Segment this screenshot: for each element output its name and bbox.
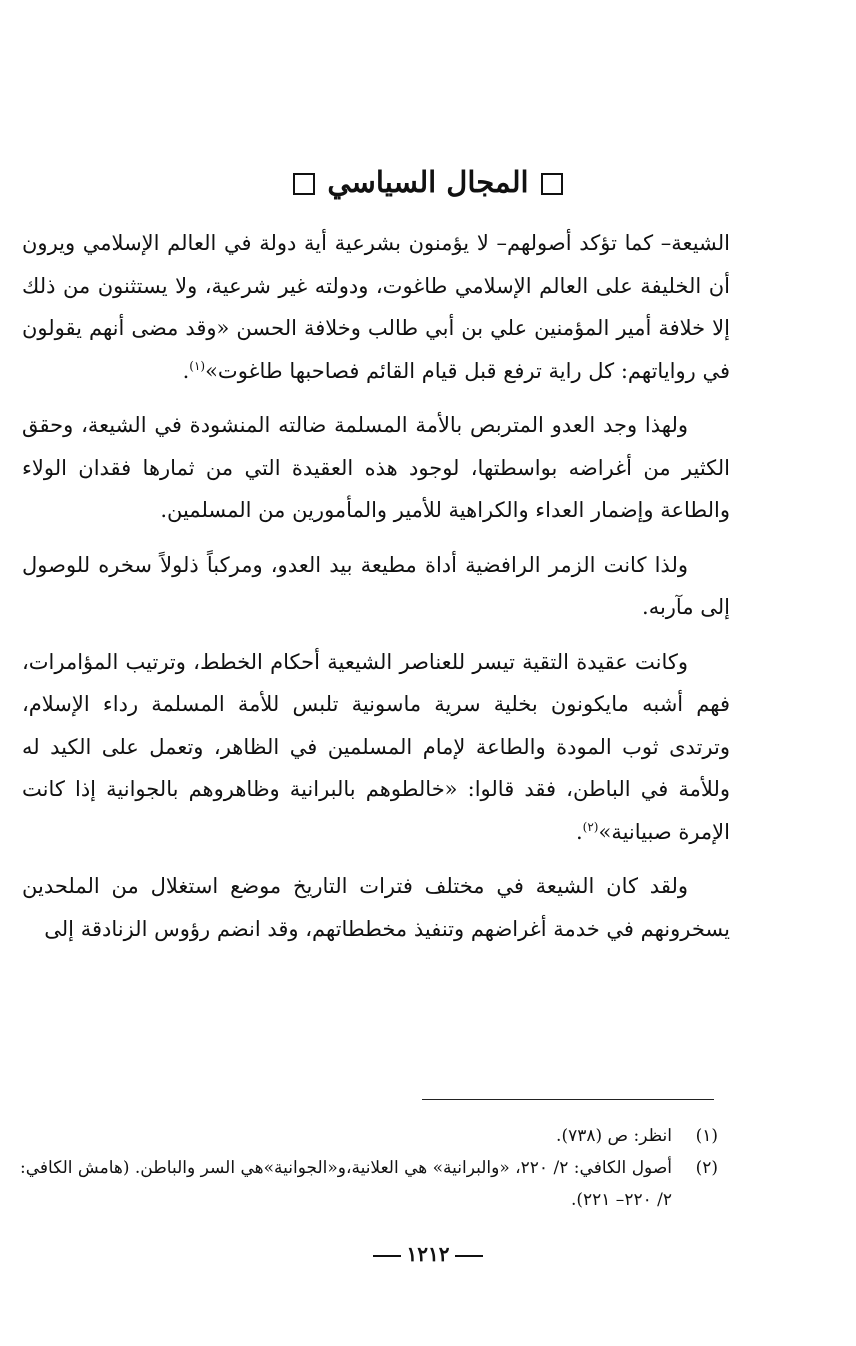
footnotes xyxy=(20,1120,718,1216)
section-heading xyxy=(0,160,856,204)
main-text xyxy=(22,222,730,962)
footnote-ref: (١) xyxy=(189,358,206,373)
footnote-text: أصول الكافي: ٢/ ٢٢٠، «والبرانية» هي العلانية،و«الجوانية»هي السر والباطن. (هامش الكافي: ٢/ ٢٢٠– ٢٢١). xyxy=(20,1158,672,1210)
paragraph: وكانت عقيدة التقية تيسر للعناصر الشيعية أحكام الخطط، وترتيب المؤامرات، فهم أشبه مايكونون بخلية سرية ماسونية تلبس للأمة المسلمة رداء الإسلام، وترتدى ثوب المودة والطاعة لإمام المسلمين في الظاهر، وتعمل على الكيد له وللأمة في الباطن، فقد قالوا: «خالطوهم بالبرانية وظاهروهم بالجوانية إذا كانت الإمرة صبيانية»$^{(٢)}$. xyxy=(22,649,730,844)
page-number xyxy=(0,1236,856,1272)
heading-box-ornament-right xyxy=(541,173,563,195)
section-title: المجال السياسي xyxy=(327,165,529,199)
footnote-number: (٢) xyxy=(695,1158,718,1178)
footnote-text: انظر: ص (٧٣٨). xyxy=(556,1126,672,1146)
dash-ornament xyxy=(455,1255,483,1257)
paragraph: ولقد كان الشيعة في مختلف فترات التاريخ موضع استغلال من الملحدين يسخرونهم في خدمة أغراضهم وتنفيذ مخططاتهم، وقد انضم رؤوس الزنادقة إلى xyxy=(22,874,730,941)
footnote-ref: (٢) xyxy=(582,819,599,834)
paragraph: ولهذا وجد العدو المتربص بالأمة المسلمة ضالته المنشودة في الشيعة، وحقق الكثير من أغراضه بواسطتها، لوجود هذه العقيدة التي من ثمارها فقدان الولاء والطاعة وإضمار العداء والكراهية للأمير والمأمورين من المسلمين. xyxy=(22,413,730,522)
paragraph: الشيعة– كما تؤكد أصولهم– لا يؤمنون بشرعية أية دولة في العالم الإسلامي ويرون أن الخليفة على العالم الإسلامي طاغوت، ودولته غير شرعية، ولا يستثنون من ذلك إلا خلافة أمير المؤمنين علي بن أبي طالب وخلافة الحسن «وقد مضى أنهم يقولون في رواياتهم: كل راية ترفع قبل قيام القائم فصاحبها طاغوت»$^{(١)}$. xyxy=(22,231,730,383)
footnote xyxy=(20,1120,718,1152)
page-number-value: ١٢١٢ xyxy=(406,1242,450,1266)
footnote-separator xyxy=(422,1099,714,1100)
footnote xyxy=(20,1152,718,1216)
heading-box-ornament-left xyxy=(293,173,315,195)
paragraph: ولذا كانت الزمر الرافضية أداة مطيعة بيد العدو، ومركباً ذلولاً سخره للوصول إلى مآربه. xyxy=(22,552,730,619)
dash-ornament xyxy=(373,1255,401,1257)
footnote-number: (١) xyxy=(695,1126,718,1146)
